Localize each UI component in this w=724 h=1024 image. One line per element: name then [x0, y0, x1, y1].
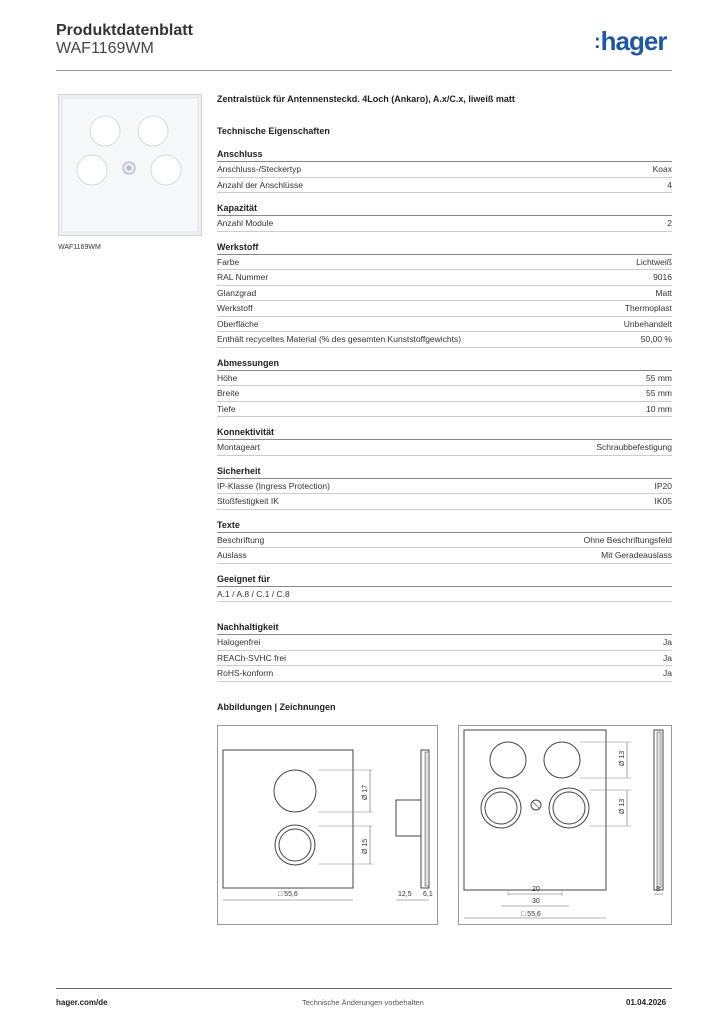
dim-30: 30: [532, 898, 540, 905]
spec-row: [217, 286, 672, 302]
spec-section: [217, 242, 672, 348]
section-title: Werkstoff: [217, 242, 672, 255]
spec-section: [217, 203, 672, 232]
section-title: Texte: [217, 520, 672, 533]
drawing-front-side: [217, 725, 438, 925]
spec-row: [217, 332, 672, 348]
dim-diameter-13-top: Ø 13: [619, 750, 626, 766]
logo-text: hager: [600, 26, 667, 56]
hager-logo: :hager: [594, 26, 667, 56]
spec-value: 50,00 %: [640, 334, 672, 344]
product-image: [58, 94, 202, 236]
spec-value: Ohne Beschriftungsfeld: [583, 534, 672, 545]
spec-label: Glanzgrad: [217, 287, 257, 298]
section-title: Kapazität: [217, 203, 672, 216]
dim-width-left: □ 55,6: [278, 891, 298, 898]
spec-label: Tiefe: [217, 403, 236, 414]
spec-value: 4: [667, 179, 672, 190]
section-title: Sicherheit: [217, 466, 672, 479]
spec-row: [217, 216, 672, 232]
header-divider: [56, 70, 672, 71]
spec-label: Beschriftung: [217, 534, 265, 545]
spec-section: [217, 574, 672, 603]
spec-row: [217, 371, 672, 387]
spec-row: [217, 635, 672, 651]
drawing-rear-side: [458, 725, 672, 925]
spec-row: [217, 178, 672, 194]
spec-value: Ja: [663, 652, 672, 663]
spec-section: [217, 149, 672, 193]
dim-diameter-17: Ø 17: [362, 784, 369, 800]
section-title: Abmessungen: [217, 358, 672, 371]
spec-section: [217, 466, 672, 510]
dim-depth-6-1: 6,1: [423, 891, 433, 898]
spec-row: [217, 494, 672, 510]
spec-value: Unbehandelt: [623, 318, 672, 329]
page-title: Produktdatenblatt: [56, 22, 193, 39]
spec-label: Halogenfrei: [217, 637, 261, 647]
tech-properties-title: Technische Eigenschaften: [217, 126, 330, 136]
footer-website[interactable]: hager.com/de: [56, 998, 108, 1007]
spec-label: RoHS-konform: [217, 668, 274, 678]
spec-label: Farbe: [217, 256, 240, 267]
suitable-section: [217, 574, 672, 603]
section-title: Nachhaltigkeit: [217, 622, 672, 635]
spec-row: [217, 548, 672, 564]
spec-label: IP-Klasse (Ingress Protection): [217, 480, 330, 491]
footer-divider: [56, 988, 672, 989]
section-title: Konnektivität: [217, 427, 672, 440]
spec-row: [217, 386, 672, 402]
spec-label: Auslass: [217, 550, 247, 560]
product-photo-svg: [59, 95, 201, 235]
drawings-title: Abbildungen | Zeichnungen: [217, 701, 336, 712]
spec-row: [217, 317, 672, 333]
spec-value: 55 mm: [646, 388, 672, 398]
spec-content: [217, 94, 672, 712]
product-number: WAF1169WM: [56, 40, 154, 57]
spec-section: [217, 520, 672, 564]
spec-row: [217, 301, 672, 317]
spec-value: 55 mm: [646, 372, 672, 383]
spec-row: [217, 255, 672, 271]
spec-label: Enthält recyceltes Material (% des gesamten Kunststoffgewichts): [217, 334, 462, 344]
spec-label: Werkstoff: [217, 303, 253, 313]
spec-section: [217, 622, 672, 682]
spec-label: Anschluss-/Steckertyp: [217, 164, 302, 174]
spec-label: Montageart: [217, 442, 260, 452]
spec-row: [217, 402, 672, 418]
spec-value: Ja: [663, 668, 672, 678]
footer-date: 01.04.2026: [626, 998, 667, 1007]
spec-value: Schraubbefestigung: [596, 442, 672, 452]
spec-value: Mit Geradeauslass: [601, 550, 672, 560]
spec-sections: [217, 149, 672, 564]
dim-depth-8: 8: [656, 886, 660, 893]
drawing-right-svg: [459, 726, 671, 924]
spec-value: Matt: [655, 287, 672, 298]
image-caption: WAF1169WM: [58, 244, 101, 251]
spec-label: Breite: [217, 388, 240, 398]
dim-depth-12-5: 12,5: [398, 891, 412, 898]
spec-label: Höhe: [217, 372, 238, 383]
spec-row: [217, 666, 672, 682]
spec-value: Koax: [652, 164, 672, 174]
spec-label: RAL Nummer: [217, 272, 269, 282]
spec-row: [217, 651, 672, 667]
spec-value: Thermoplast: [624, 303, 672, 313]
footer-disclaimer: Technische Änderungen vorbehalten: [302, 998, 424, 1007]
spec-label: Anzahl der Anschlüsse: [217, 179, 303, 190]
product-description: Zentralstück für Antennensteckd. 4Loch (Ankaro), A.x/C.x, liweiß matt: [217, 94, 515, 104]
drawing-left-svg: [218, 726, 437, 924]
spec-row: [217, 533, 672, 549]
spec-row: [217, 587, 672, 603]
dim-width-right: □ 55,6: [521, 911, 541, 918]
spec-row: [217, 479, 672, 495]
spec-section: [217, 427, 672, 456]
spec-row: [217, 440, 672, 456]
spec-section: [217, 358, 672, 418]
spec-value: Lichtweiß: [636, 256, 672, 267]
spec-value: 9016: [653, 272, 672, 282]
dim-diameter-13-bottom: Ø 13: [619, 798, 626, 814]
section-title: Anschluss: [217, 149, 672, 162]
spec-value: Ja: [663, 637, 672, 647]
spec-value: 10 mm: [646, 403, 672, 414]
spec-label: Stoßfestigkeit IK: [217, 496, 279, 506]
spec-label: Oberfläche: [217, 318, 259, 329]
spec-label: A.1 / A.8 / C.1 / C.8: [217, 588, 290, 599]
spec-row: [217, 270, 672, 286]
spec-value: IK05: [654, 496, 672, 506]
dim-20: 20: [532, 886, 540, 893]
section-title: Geeignet für: [217, 574, 672, 587]
dim-diameter-15: Ø 15: [362, 838, 369, 854]
spec-value: 2: [667, 218, 672, 228]
spec-value: IP20: [654, 480, 672, 491]
spec-label: REACh-SVHC frei: [217, 652, 286, 663]
sustainability-section: [217, 622, 672, 682]
spec-row: [217, 162, 672, 178]
spec-label: Anzahl Module: [217, 218, 274, 228]
